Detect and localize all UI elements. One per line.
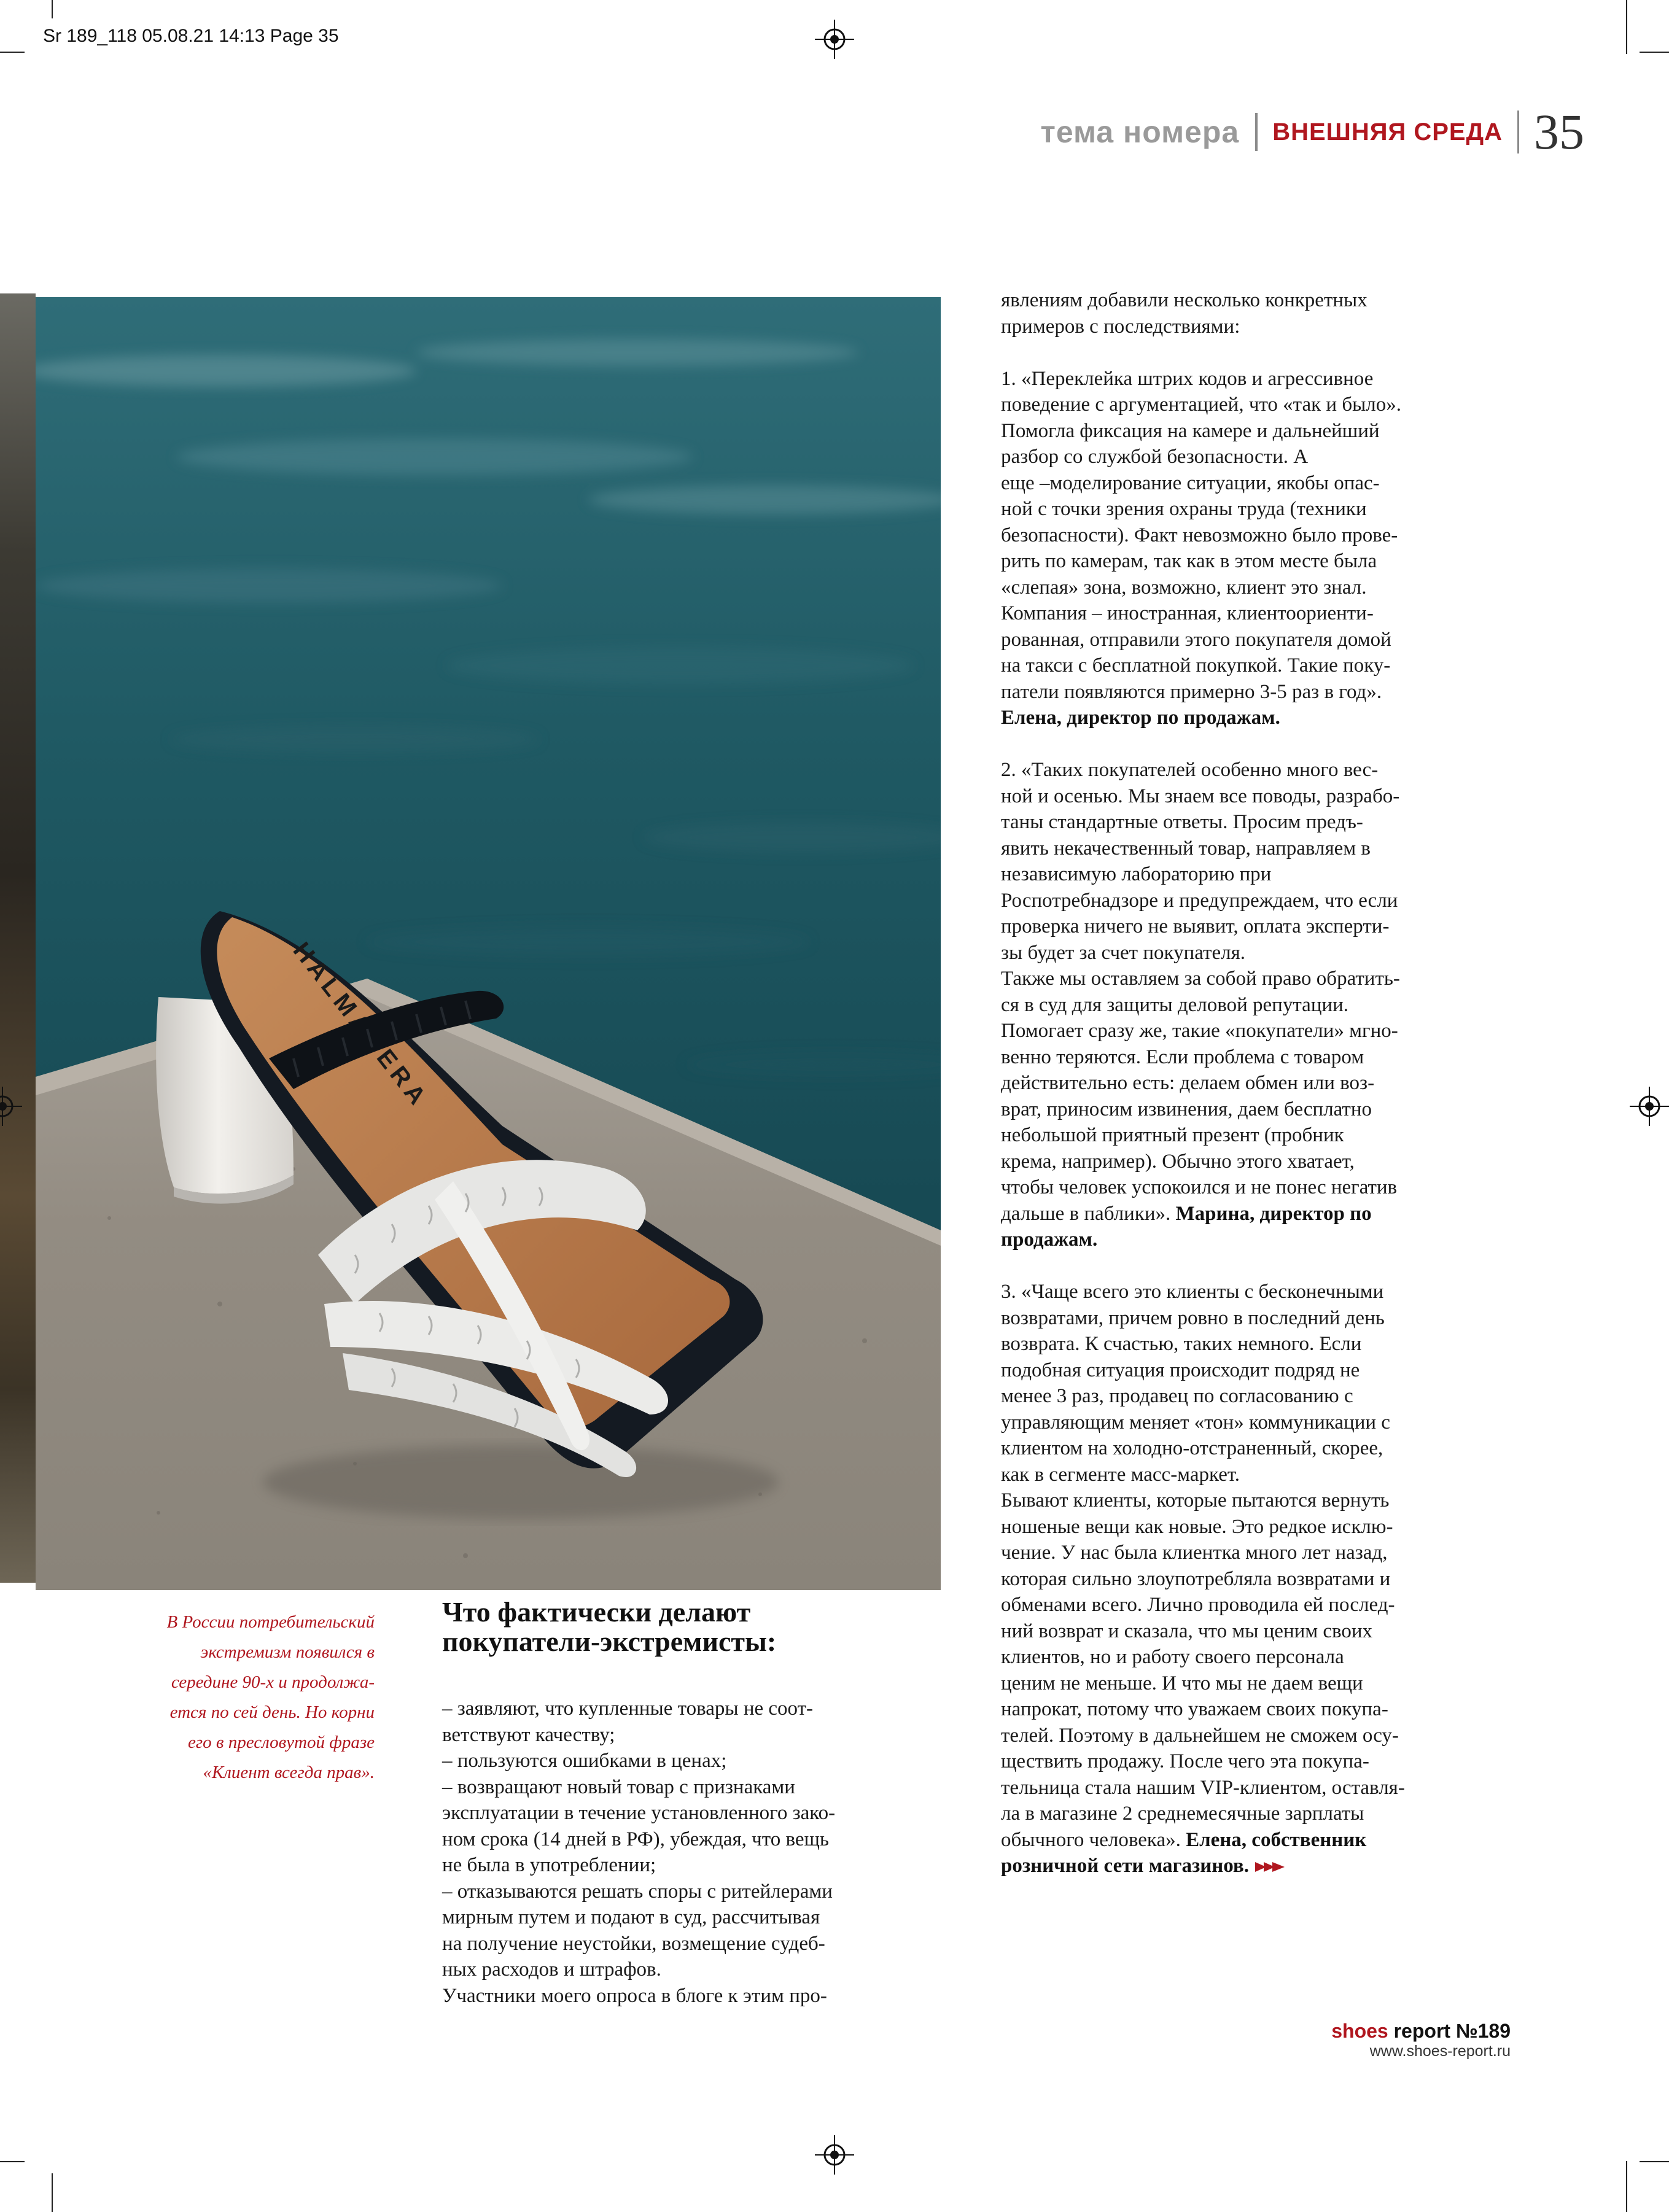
text-line: не была в употреблении;	[442, 1854, 656, 1876]
text-line: ла в магазине 2 среднемесячные зарплаты	[1001, 1803, 1364, 1825]
text-line: 3. «Чаще всего это клиенты с бесконечными	[1001, 1281, 1384, 1303]
caption-line: В России потребительский	[166, 1612, 375, 1632]
text-line	[1001, 1201, 1535, 1227]
page-footer	[1331, 2020, 1511, 2060]
text-line: ношеные вещи как новые. Это редкое исклю-	[1001, 1515, 1393, 1538]
text-line: Бывают клиенты, которые пытаются вернуть	[1001, 1489, 1390, 1512]
text-line: Помогает сразу же, такие «покупатели» мгно-	[1001, 1020, 1398, 1042]
text-line: патели появляются примерно 3-5 раз в год».	[1001, 680, 1382, 703]
registration-mark-icon	[815, 20, 854, 59]
quote-author: Елена, собственник	[1186, 1828, 1367, 1851]
paragraph-gap	[1001, 1253, 1535, 1279]
crop-mark	[0, 52, 25, 53]
text-line: подобная ситуация происходит подряд не	[1001, 1359, 1360, 1381]
text-line: ценим не меньше. И что мы не даем вещи	[1001, 1672, 1363, 1694]
text-line: – пользуются ошибками в ценах;	[442, 1750, 727, 1772]
text-line: Компания – иностранная, клиентоориенти-	[1001, 602, 1374, 624]
header-divider	[1255, 113, 1258, 151]
caption-line: середине 90-х и продолжа-	[171, 1672, 375, 1692]
middle-column	[442, 1597, 933, 2009]
text-line: менее 3 раз, продавец по согласованию с	[1001, 1385, 1353, 1407]
caption-line: «Клиент всегда прав».	[203, 1763, 375, 1782]
text-line: еще –моделирование ситуации, якобы опас-	[1001, 472, 1380, 494]
text-line: тельница стала нашим VIP-клиентом, оставля-	[1001, 1776, 1405, 1799]
text-line	[1001, 1853, 1535, 1879]
text-line	[1001, 1827, 1535, 1853]
text-line: возвратами, причем ровно в последний день	[1001, 1306, 1385, 1329]
magazine-website: www.shoes-report.ru	[1369, 2043, 1511, 2060]
text-line: разбор со службой безопасности. А	[1001, 446, 1309, 468]
text-line: врат, приносим извинения, даем бесплатно	[1001, 1098, 1372, 1120]
heading-line: покупатели-экстремисты:	[442, 1626, 777, 1657]
text-line: ной с точки зрения охраны труда (техники	[1001, 498, 1367, 520]
text-line: – возвращают новый товар с признаками	[442, 1775, 795, 1798]
caption-line: его в пресловутой фразе	[187, 1733, 375, 1752]
crop-mark	[1640, 2161, 1669, 2162]
brand-name: shoes	[1331, 2020, 1388, 2042]
text-line: Также мы оставляем за собой право обратить-	[1001, 968, 1400, 990]
text-line: ветствуют качеству;	[442, 1723, 615, 1746]
section-name: тема номера	[1040, 115, 1240, 149]
text-line: венно теряются. Если проблема с товаром	[1001, 1046, 1364, 1068]
text-line: на такси с бесплатной покупкой. Такие поку-	[1001, 654, 1391, 677]
text-line: управляющим меняет «тон» коммуникации с	[1001, 1411, 1390, 1434]
quote-author: розничной сети магазинов.	[1001, 1855, 1249, 1877]
text-line: возврата. К счастью, таких немного. Если	[1001, 1333, 1362, 1355]
text-line: явить некачественный товар, направляем в	[1001, 837, 1371, 860]
text-line: ном срока (14 дней в РФ), убеждая, что вещь	[442, 1828, 829, 1850]
crop-mark	[1626, 2161, 1627, 2212]
text-line: проверка ничего не выявит, оплата эксперти-	[1001, 915, 1390, 937]
text-line: ществить продажу. После чего эта покупа-	[1001, 1750, 1369, 1772]
printer-slug: Sr 189_118 05.08.21 14:13 Page 35	[43, 26, 339, 46]
text-line: 1. «Переклейка штрих кодов и агрессивное	[1001, 367, 1374, 390]
registration-mark-icon	[1630, 1087, 1669, 1126]
caption-line: экстремизм появился в	[200, 1642, 375, 1662]
brand-issue: report №189	[1388, 2020, 1511, 2042]
text-line: поведение с аргументацией, что «так и было».	[1001, 394, 1402, 416]
text-line: – заявляют, что купленные товары не соот-	[442, 1698, 814, 1720]
text-fragment: обычного человека».	[1001, 1828, 1181, 1851]
magazine-brand	[1331, 2020, 1511, 2042]
text-line: ний возврат и сказала, что мы ценим своих	[1001, 1620, 1373, 1642]
text-line: – отказываются решать споры с ритейлерами	[442, 1880, 833, 1903]
middle-body	[442, 1696, 933, 2009]
crop-mark	[0, 2161, 25, 2162]
crop-mark	[1640, 52, 1669, 53]
crop-mark	[52, 2173, 53, 2212]
text-line: на получение неустойки, возмещение судеб-	[442, 1932, 825, 1955]
heading-line: Что фактически делают	[442, 1596, 751, 1628]
text-line: Роспотребнадзоре и предупреждаем, что если	[1001, 889, 1398, 912]
photo-caption	[163, 1607, 375, 1788]
text-line: Участники моего опроса в блоге к этим про-	[442, 1984, 827, 2007]
text-line: явлениям добавили несколько конкретных	[1001, 289, 1367, 311]
header-divider	[1517, 111, 1519, 153]
registration-mark-icon	[815, 2135, 854, 2175]
text-line: примеров с последствиями:	[1001, 315, 1240, 338]
quote-author: Марина, директор по	[1175, 1202, 1372, 1225]
crop-mark	[52, 0, 53, 18]
text-line: чение. У нас была клиентка много лет назад,	[1001, 1542, 1388, 1564]
text-line: ных расходов и штрафов.	[442, 1958, 661, 1981]
text-line: действительно есть: делаем обмен или воз-	[1001, 1072, 1375, 1094]
text-line: зы будет за счет покупателя.	[1001, 941, 1245, 964]
text-line: рованная, отправили этого покупателя домой	[1001, 628, 1391, 651]
section-topic: ВНЕШНЯЯ СРЕДА	[1272, 118, 1503, 146]
text-line: небольшой приятный презент (пробник	[1001, 1124, 1344, 1146]
text-line: обменами всего. Лично проводила ей послед-	[1001, 1594, 1395, 1616]
paragraph-gap	[1001, 731, 1535, 758]
right-column	[1001, 287, 1535, 1879]
text-line: рить по камерам, так как в этом месте была	[1001, 550, 1377, 572]
paragraph-gap	[1001, 340, 1535, 366]
text-line: эксплуатации в течение установленного зако-	[442, 1802, 836, 1824]
text-line: чтобы человек успокоился и не понес негатив	[1001, 1176, 1398, 1198]
text-line: клиентом на холодно-отстраненный, скорее,	[1001, 1437, 1383, 1459]
sandal-photo	[36, 297, 941, 1590]
text-fragment: дальше в паблики».	[1001, 1202, 1171, 1225]
sidebar-heading	[442, 1597, 933, 1656]
text-line: ной и осенью. Мы знаем все поводы, разрабо-	[1001, 785, 1400, 807]
crop-mark	[1626, 0, 1627, 54]
caption-line: ется по сей день. Но корни	[169, 1702, 375, 1722]
quote-author: Елена, директор по продажам.	[1001, 707, 1280, 729]
text-line: клиентов, но и работу своего персонала	[1001, 1646, 1344, 1668]
text-line: независимую лабораторию при	[1001, 863, 1272, 885]
text-line: телей. Поэтому в дальнейшем не сможем осу-	[1001, 1724, 1399, 1747]
text-line: мирным путем и подают в суд, рассчитывая	[442, 1906, 820, 1928]
text-line: «слепая» зона, возможно, клиент это знал.	[1001, 576, 1367, 599]
continue-arrow-icon	[1255, 1861, 1285, 1873]
text-line: безопасности). Факт невозможно было прове-	[1001, 524, 1398, 546]
text-line: 2. «Таких покупателей особенно много вес-	[1001, 759, 1379, 781]
text-line: как в сегменте масс-маркет.	[1001, 1463, 1240, 1486]
registration-mark-icon	[0, 1087, 22, 1126]
page-header	[1040, 104, 1584, 160]
text-line: Помогла фиксация на камере и дальнейший	[1001, 419, 1380, 442]
text-line: крема, например). Обычно этого хватает,	[1001, 1150, 1355, 1173]
adjacent-photo-strip	[0, 293, 36, 1583]
page-number: 35	[1534, 104, 1584, 160]
text-line: таны стандартные ответы. Просим предъ-	[1001, 811, 1363, 833]
quote-author: продажам.	[1001, 1228, 1098, 1251]
text-line: которая сильно злоупотребляла возвратами и	[1001, 1567, 1391, 1590]
text-line: ся в суд для защиты деловой репутации.	[1001, 993, 1349, 1016]
text-line: напрокат, потому что уважаем своих покупа-	[1001, 1698, 1388, 1720]
